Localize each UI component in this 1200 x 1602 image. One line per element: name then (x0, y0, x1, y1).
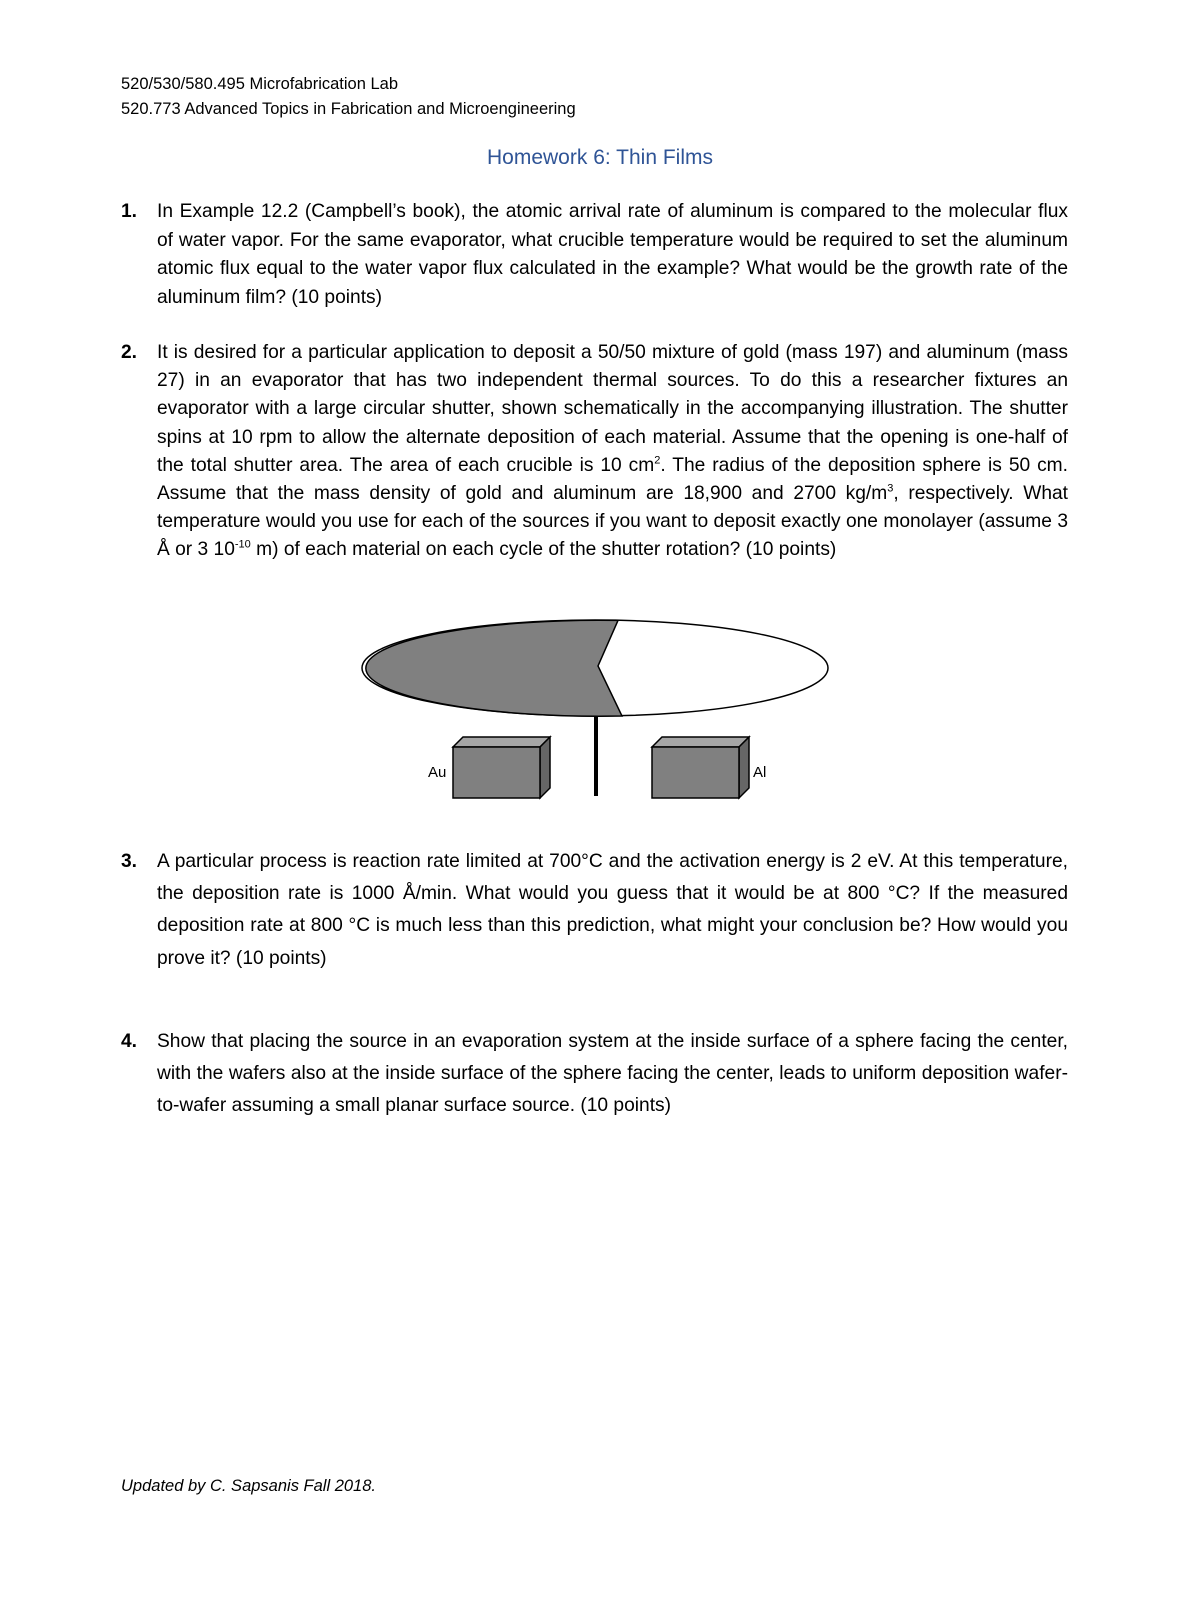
question-text: A particular process is reaction rate limited at 700°C and the activation energy is 2 eV. At this temperature, the deposition rate is 1000 Å/min. What would you guess that it would be at 800 °C? If the measured deposition rate at 800 °C is much less than this prediction, what might your conclusion be? How would you prove it? (10 points) (157, 851, 1068, 969)
course-header (121, 72, 576, 122)
crucible-top (652, 737, 749, 747)
aluminum-crucible (652, 737, 749, 798)
crucible-top (453, 737, 550, 747)
aluminum-source-label: Al (753, 764, 767, 781)
question-number: 1. (121, 201, 138, 222)
question-number: 4. (121, 1031, 138, 1052)
question-text-part: . The radius of the deposition sphere is 50 cm. Assume that the mass density of gold and aluminum are 18,900 and 2700 kg/m (157, 454, 1068, 505)
footer-note: Updated by C. Sapsanis Fall 2018. (121, 1477, 376, 1495)
page-title: Homework 6: Thin Films (487, 146, 713, 169)
gold-crucible (453, 737, 550, 798)
course-title-line-1: 520/530/580.495 Microfabrication Lab (121, 75, 399, 93)
question-number: 3. (121, 851, 138, 872)
course-title-line-2: 520.773 Advanced Topics in Fabrication and Microengineering (121, 100, 576, 118)
gold-source-label: Au (428, 764, 447, 781)
crucible-front (652, 747, 739, 798)
shutter-diagram (360, 617, 840, 807)
question-text-part: m) of each material on each cycle of the shutter rotation? (10 points) (250, 539, 837, 561)
question-3 (121, 846, 1068, 975)
superscript: -10 (234, 539, 251, 552)
question-text: In Example 12.2 (Campbell’s book), the atomic arrival rate of aluminum is compared to the molecular flux of water vapor. For the same evaporator, what crucible temperature would be required to set the aluminum atomic flux equal to the water vapor flux calculated in the example? What would be the growth rate of the aluminum film? (10 points) (157, 201, 1068, 308)
question-number: 2. (121, 342, 138, 363)
question-1 (121, 198, 1068, 312)
question-2 (121, 339, 1068, 565)
crucible-side (739, 737, 749, 798)
crucible-side (540, 737, 550, 798)
question-text-part: It is desired for a particular application to deposit a 50/50 mixture of gold (mass 197) and aluminum (mass 27) in an evaporator that has two independent thermal sources. To do this a researcher fixtures an evaporator with a large circular shutter, shown schematically in the accompanying illustration. The shutter spins at 10 rpm to allow the alternate deposition of each material. Assume that the opening is one-half of the total shutter area. The area of each crucible is 10 cm (157, 342, 1068, 476)
crucible-front (453, 747, 540, 798)
question-text (157, 339, 1068, 565)
shutter-closed-half (366, 620, 622, 716)
superscript: 3 (887, 482, 894, 495)
question-text: Show that placing the source in an evaporation system at the inside surface of a sphere facing the center, with the wafers also at the inside surface of the sphere facing the center, leads to uniform deposition wafer-to-wafer assuming a small planar surface source. (10 points) (157, 1031, 1068, 1117)
superscript: 2 (654, 454, 661, 467)
question-4 (121, 1026, 1068, 1123)
question-text-part: , respectively. What temperature would you use for each of the sources if you want to deposit exactly one monolayer (assume 3 Å or 3 10 (157, 483, 1069, 561)
